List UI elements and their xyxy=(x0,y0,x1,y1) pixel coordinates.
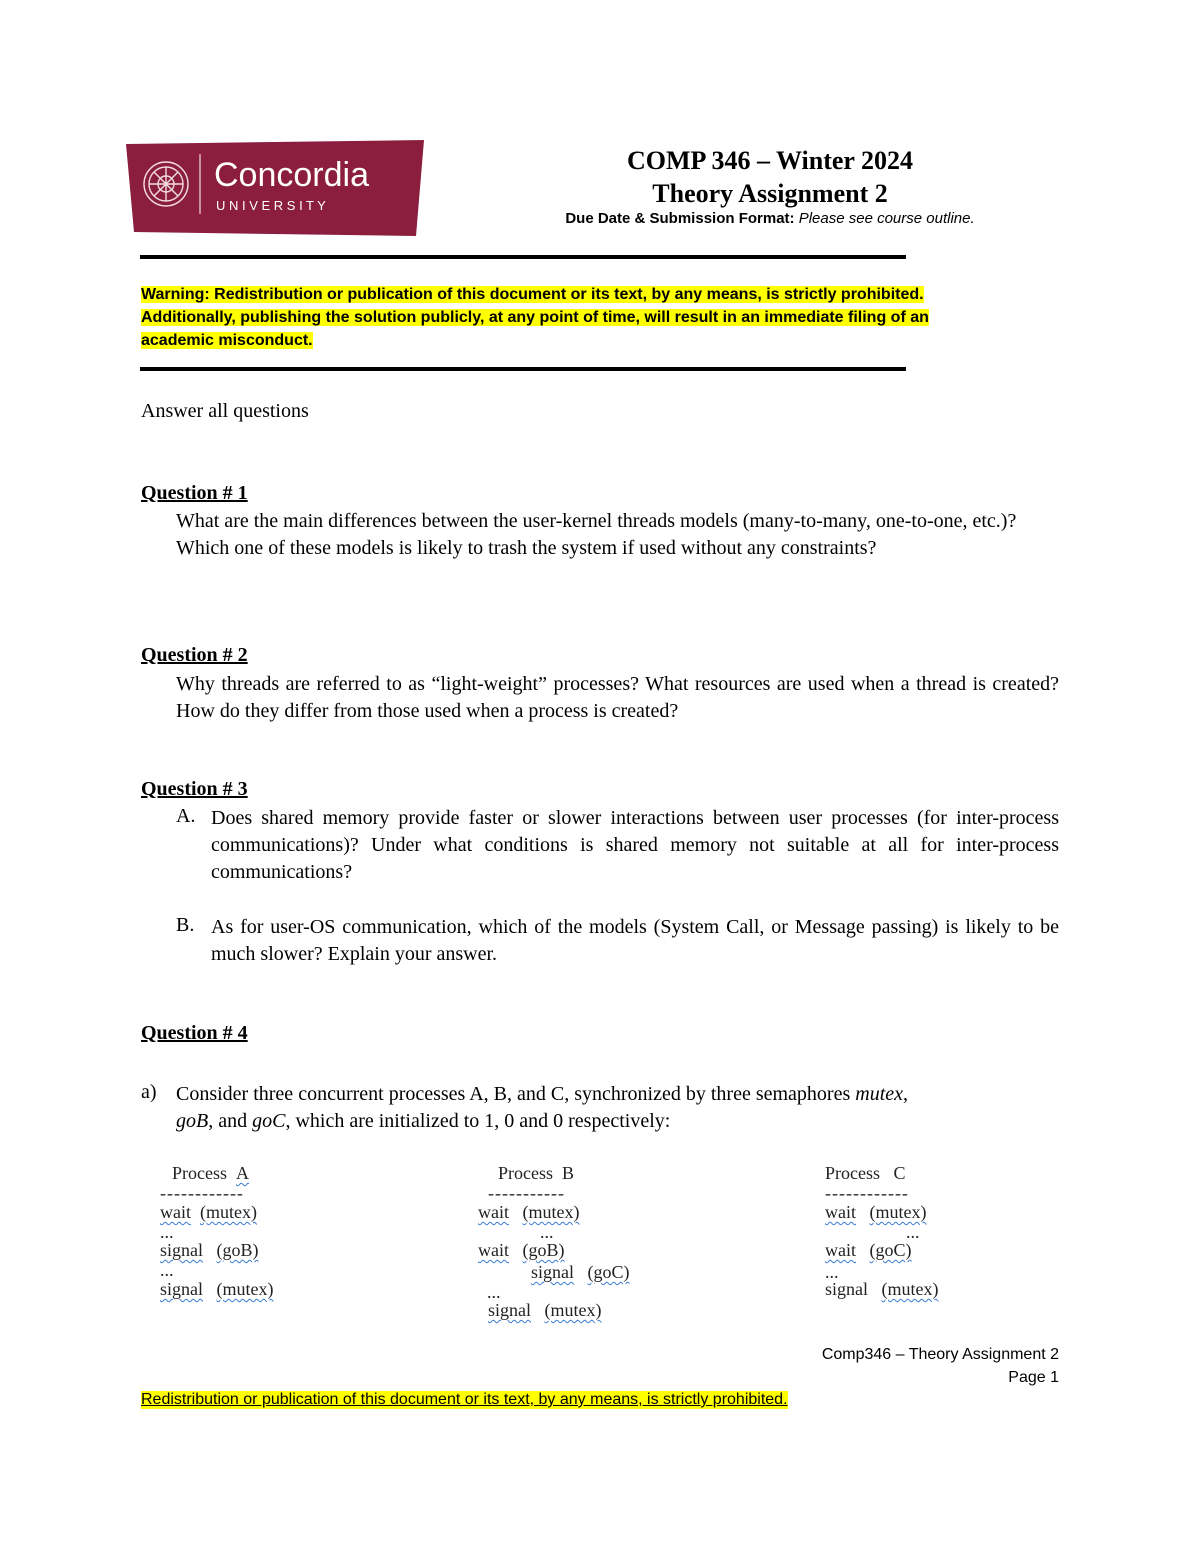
due-date-line xyxy=(560,210,980,227)
due-date-value: Please see course outline. xyxy=(798,210,975,227)
process-c-line-2: wait (goC) xyxy=(825,1240,912,1260)
question-3a-text: Does shared memory provide faster or slower interactions between user processes (for inter-process communications)? Under what conditions is shared memory not suitable at all for inter-process communications? xyxy=(211,807,1059,883)
process-c-line-3: signal (mutex) xyxy=(825,1279,939,1299)
footer-page-number: Page 1 xyxy=(1008,1369,1059,1386)
question-2-text: Why threads are referred to as “light-weight” processes? What resources are used when a thread is created? How do they differ from those used when a process is created? xyxy=(176,673,1059,722)
process-b-line-3: signal (goC) xyxy=(531,1262,630,1282)
process-a-line-2: signal (goB) xyxy=(160,1240,259,1260)
process-a-ellipsis-1: ... xyxy=(160,1222,174,1242)
process-a-ellipsis-2: ... xyxy=(160,1260,174,1280)
process-c-ellipsis-2: ... xyxy=(825,1262,839,1282)
question-1-text: What are the main differences between the user-kernel threads models (many-to-many, one-to-one, etc.)? Which one of these models is likely to trash the system if used without any constraints? xyxy=(176,510,1017,559)
process-a-title: Process A xyxy=(172,1163,249,1183)
warning-line-3: academic misconduct. xyxy=(141,332,313,349)
footer-warning: Redistribution or publication of this document or its text, by any means, is strictly prohibited. xyxy=(141,1391,788,1408)
warning-line-2: Additionally, publishing the solution publicly, at any point of time, will result in an immediate filing of an xyxy=(141,309,929,326)
process-b-ellipsis-2: ... xyxy=(487,1282,501,1302)
due-date-label: Due Date & Submission Format: xyxy=(565,210,795,227)
footer-document-name: Comp346 – Theory Assignment 2 xyxy=(821,1346,1059,1363)
process-b-line-1: wait (mutex) xyxy=(478,1202,580,1222)
question-3b-label: B. xyxy=(176,914,195,936)
process-c-underline: ------------ xyxy=(825,1183,909,1203)
question-3-heading: Question # 3 xyxy=(141,778,248,800)
process-c-title: Process C xyxy=(825,1163,906,1183)
semaphore-mutex: mutex xyxy=(855,1083,904,1105)
logo-subtitle: U N I V E R S I T Y xyxy=(216,198,326,213)
instructions: Answer all questions xyxy=(141,400,309,422)
question-4a-label: a) xyxy=(141,1081,157,1103)
process-c-line-1: wait (mutex) xyxy=(825,1202,927,1222)
process-b-underline: ----------- xyxy=(488,1183,565,1203)
semaphore-goc: goC xyxy=(252,1110,286,1132)
question-1-heading: Question # 1 xyxy=(141,482,248,504)
question-3a-label: A. xyxy=(176,805,196,827)
process-a-line-3: signal (mutex) xyxy=(160,1279,274,1299)
warning-divider xyxy=(140,367,906,371)
question-3b-text: As for user-OS communication, which of the models (System Call, or Message passing) is likely to be much slower? Explain your answer. xyxy=(211,916,1059,965)
process-a-underline: ------------ xyxy=(160,1183,244,1203)
warning-line-1: Warning: Redistribution or publication of this document or its text, by any means, is strictly prohibited. xyxy=(141,286,924,303)
process-a-line-1: wait (mutex) xyxy=(160,1202,257,1222)
process-b-line-2: wait (goB) xyxy=(478,1240,565,1260)
process-b-ellipsis-1: ... xyxy=(540,1222,554,1242)
process-b-title: Process B xyxy=(498,1163,575,1183)
assignment-title: Theory Assignment 2 xyxy=(652,179,888,208)
question-4-heading: Question # 4 xyxy=(141,1022,248,1044)
process-c-ellipsis-1: ... xyxy=(906,1222,920,1242)
warning-notice xyxy=(141,283,1059,352)
question-2-heading: Question # 2 xyxy=(141,644,248,666)
process-b-line-4: signal (mutex) xyxy=(488,1300,602,1320)
logo-wordmark: Concordia xyxy=(214,156,369,194)
header-divider xyxy=(140,255,906,259)
concordia-logo xyxy=(126,140,424,236)
course-title: COMP 346 – Winter 2024 xyxy=(627,146,913,175)
question-4a-text: Consider three concurrent processes A, B, and C, synchronized by three semaphores mutex, goB, and goC, which are initialized to 1, 0 and 0 respectively: xyxy=(176,1083,909,1132)
semaphore-gob: goB xyxy=(176,1110,209,1132)
